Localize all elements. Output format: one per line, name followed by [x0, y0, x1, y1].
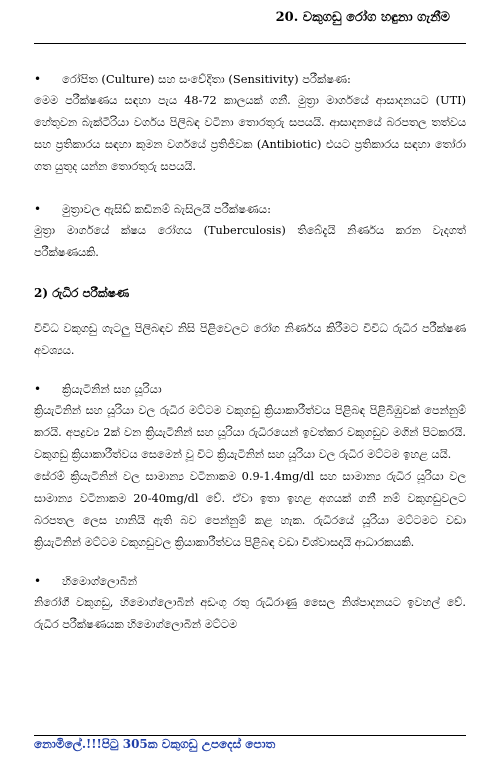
culture-bullet-item — [34, 68, 466, 90]
bullet-marker: • — [34, 382, 42, 396]
hemoglobin-bullet-item — [34, 570, 466, 592]
footer-promo-text: නොමිලේ.!!!පිටු 305ක වකුගඩු උපදෙස් පොත — [34, 737, 276, 751]
blood-tests-heading: 2) රුධිර පරීක්ෂණ — [34, 286, 130, 300]
culture-paragraph: මෙම පරීක්ෂණය සඳහා පැය 48-72 කාලයක් ගනී. මුත්‍රා මාර්ගයේ ආසාදනයට (UTI) හේතුවන බැක්ටීරියා වර්ගය පිලිබඳ වටිනා තොරතුරු සපයයි. ආසාදනයේ බරපතල තත්වය සහ ප්‍රතිකාරය සඳහා කුමන වර්ගයේ ප්‍රතිජීවක (Antibiotic) එයට ප්‍රතිකාරය සඳහා තෝරා ගත යුතුද යන්න තොරතුරු සපයයි. — [34, 94, 466, 173]
acid-fast-heading: මුත්‍රාවල ඇසිඩ් කඩිනම් බැසිලයි පරීක්ෂණය: — [62, 202, 271, 216]
bullet-marker: • — [34, 72, 42, 86]
culture-heading: රෝපිත (Culture) සහ සංවේදිතා (Sensitivity) පරීක්ෂණ: — [62, 72, 351, 86]
creatinine-paragraph-1: ක්‍රියැටිනින් සහ යූරියා වල රුධිර මට්ටම වකුගඩු ක්‍රියාකාරීත්වය පිළිබඳ පිළිබිඹුවක් පෙන්නුම් කරයි. අපද්‍රව්‍ය 2ක් වන ක්‍රියැටිනින් සහ යූරියා රුධිරයෙන් ඉවත්කර වකුගඩුව මගින් පිටකරයි. වකුගඩු ක්‍රියාකාරීත්වය සෙමෙන් වූ විට ක්‍රියැටිනින් සහ යූරියා වල රුධිර මට්ටම ඉහළ යයි. — [34, 404, 466, 461]
bullet-marker: • — [34, 202, 42, 216]
creatinine-bullet-item — [34, 378, 466, 400]
footer-divider — [34, 735, 466, 736]
bullet-marker: • — [34, 574, 42, 588]
acid-fast-paragraph: මුත්‍රා මාර්ගයේ ක්ෂය රෝගය (Tuberculosis) තිබේදැයි නිර්ණය කරන වැදගත් පරීක්ෂණයකි. — [34, 224, 466, 259]
creatinine-paragraph-2: සේරම් ක්‍රියැටිනින් වල සාමාන්‍ය වටිනාකම 0.9-1.4mg/dl සහ සාමාන්‍ය රුධිර යූරියා වල සාමාන්‍ය වටිනාකම 20-40mg/dl වේ. ඒවා ඉතා ඉහළ අගයක් ගනී නම් වකුගඩුවලට බරපතල ලෙස හානියි ඇති බව පෙන්නුම් කළ හැක. රුධිරයේ යූරියා මට්ටමට වඩා ක්‍රියැටිනින් මට්ටම වකුගඩුවල ක්‍රියාකාරීත්වය පිළිබඳ වඩා විශ්වාසදායි ආධාරකයකි. — [34, 470, 466, 549]
blood-tests-paragraph: විවිධ වකුගඩු ගැටලු පිලිබඳව නිසි පිළිවෙලට රෝග නිර්ණය කිරීමට විවිධ රුධිර පරීක්ෂණ අවශ්‍යය. — [34, 322, 466, 357]
acid-fast-bullet-item — [34, 198, 466, 220]
hemoglobin-paragraph: නිරෝගී වකුගඩු, හිමොග්ලොබින් අඩංගු රතු රුධිරාණු සෛල නිශ්පාදනයට ඉවහල් වේ. රුධිර පරීක්ෂණයක හිමොග්ලොබින් මට්ටම — [34, 596, 466, 631]
creatinine-heading: ක්‍රියැටිනින් සහ යූරියා — [62, 382, 162, 396]
page-header-title: 20. වකුගඩු රෝග හඳුනා ගැනීම — [275, 10, 450, 25]
document-body — [34, 66, 466, 636]
hemoglobin-heading: හිමොග්ලොබින් — [62, 574, 138, 588]
header-divider — [34, 43, 466, 44]
